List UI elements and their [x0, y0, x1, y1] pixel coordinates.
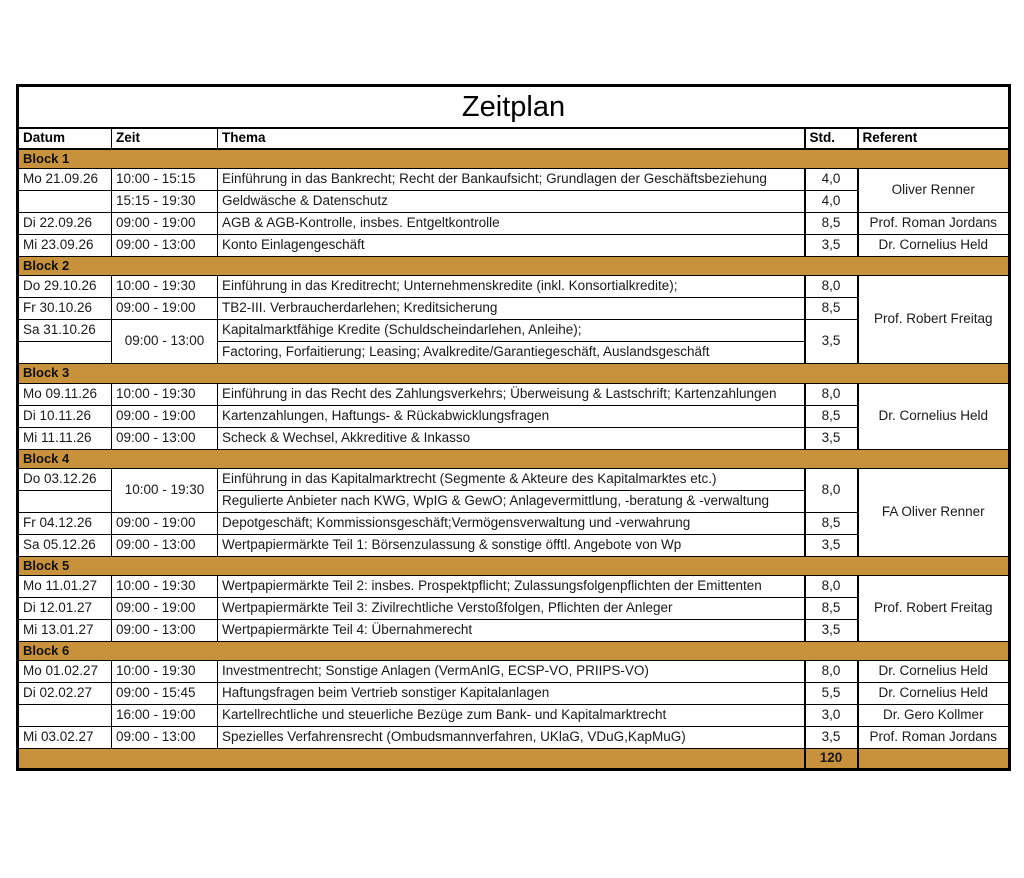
cell-thema: Kartenzahlungen, Haftungs- & Rückabwicklungsfragen: [218, 405, 805, 427]
total-hours: 120: [805, 749, 858, 770]
cell-thema: Kapitalmarktfähige Kredite (Schuldscheindarlehen, Anleihe);: [218, 320, 805, 342]
column-header-zeit: Zeit: [112, 128, 218, 149]
column-header-thema: Thema: [218, 128, 805, 149]
cell-std: 3,5: [805, 320, 858, 364]
cell-zeit: 10:00 - 19:30: [112, 468, 218, 512]
block-label: Block 6: [18, 642, 1010, 661]
cell-thema: Scheck & Wechsel, Akkreditive & Inkasso: [218, 427, 805, 449]
block-header-6: [18, 642, 1010, 661]
column-header-std: Std.: [805, 128, 858, 149]
cell-std: 8,0: [805, 383, 858, 405]
cell-referent: Dr. Cornelius Held: [858, 235, 1010, 257]
block-header-2: [18, 257, 1010, 276]
cell-zeit: 09:00 - 19:00: [112, 512, 218, 534]
cell-datum: Fr 04.12.26: [18, 512, 112, 534]
cell-thema: Investmentrecht; Sonstige Anlagen (VermAnlG, ECSP-VO, PRIIPS-VO): [218, 661, 805, 683]
cell-thema: Konto Einlagengeschäft: [218, 235, 805, 257]
cell-datum: [18, 342, 112, 364]
cell-referent: Prof. Robert Freitag: [858, 576, 1010, 642]
cell-datum: Di 22.09.26: [18, 213, 112, 235]
cell-std: 4,0: [805, 191, 858, 213]
title-row: [18, 86, 1010, 129]
cell-zeit: 09:00 - 19:00: [112, 213, 218, 235]
cell-std: 4,0: [805, 169, 858, 191]
cell-datum: [18, 490, 112, 512]
cell-thema: Einführung in das Kreditrecht; Unternehmenskredite (inkl. Konsortialkredite);: [218, 276, 805, 298]
cell-datum: Mi 13.01.27: [18, 620, 112, 642]
cell-referent: Prof. Roman Jordans: [858, 213, 1010, 235]
cell-datum: Mo 01.02.27: [18, 661, 112, 683]
cell-thema: Geldwäsche & Datenschutz: [218, 191, 805, 213]
block-label: Block 2: [18, 257, 1010, 276]
column-header-datum: Datum: [18, 128, 112, 149]
cell-std: 8,5: [805, 213, 858, 235]
cell-thema: Depotgeschäft; Kommissionsgeschäft;Vermögensverwaltung und -verwahrung: [218, 512, 805, 534]
cell-zeit: 09:00 - 13:00: [112, 727, 218, 749]
block-label: Block 4: [18, 449, 1010, 468]
cell-datum: Mi 23.09.26: [18, 235, 112, 257]
cell-std: 3,0: [805, 705, 858, 727]
cell-std: 8,5: [805, 405, 858, 427]
cell-datum: Mi 11.11.26: [18, 427, 112, 449]
cell-referent: Dr. Gero Kollmer: [858, 705, 1010, 727]
block-header-1: [18, 149, 1010, 169]
cell-zeit: 10:00 - 19:30: [112, 276, 218, 298]
cell-datum: Sa 31.10.26: [18, 320, 112, 342]
block-header-3: [18, 364, 1010, 383]
total-row: [18, 749, 1010, 770]
cell-referent: Dr. Cornelius Held: [858, 683, 1010, 705]
cell-std: 3,5: [805, 620, 858, 642]
cell-zeit: 09:00 - 13:00: [112, 320, 218, 364]
cell-thema: AGB & AGB-Kontrolle, insbes. Entgeltkontrolle: [218, 213, 805, 235]
table-row: [18, 576, 1010, 598]
cell-thema: Spezielles Verfahrensrecht (Ombudsmannverfahren, UKlaG, VDuG,KapMuG): [218, 727, 805, 749]
cell-std: 8,0: [805, 576, 858, 598]
block-header-5: [18, 556, 1010, 575]
zeitplan-table: [16, 84, 1011, 771]
total-filler: [18, 749, 805, 770]
cell-thema: Factoring, Forfaitierung; Leasing; Avalkredite/Garantiegeschäft, Auslandsgeschäft: [218, 342, 805, 364]
column-header-row: [18, 128, 1010, 149]
cell-zeit: 10:00 - 19:30: [112, 383, 218, 405]
table-row: [18, 727, 1010, 749]
table-row: [18, 661, 1010, 683]
cell-zeit: 09:00 - 15:45: [112, 683, 218, 705]
cell-referent: Oliver Renner: [858, 169, 1010, 213]
cell-thema: Einführung in das Kapitalmarktrecht (Segmente & Akteure des Kapitalmarktes etc.): [218, 468, 805, 490]
table-row: [18, 235, 1010, 257]
cell-zeit: 09:00 - 19:00: [112, 598, 218, 620]
cell-thema: Einführung in das Bankrecht; Recht der Bankaufsicht; Grundlagen der Geschäftsbeziehung: [218, 169, 805, 191]
table-row: [18, 468, 1010, 490]
cell-datum: [18, 191, 112, 213]
cell-thema: Wertpapiermärkte Teil 2: insbes. Prospektpflicht; Zulassungsfolgenpflichten der Emittenten: [218, 576, 805, 598]
cell-zeit: 09:00 - 13:00: [112, 534, 218, 556]
cell-zeit: 09:00 - 19:00: [112, 405, 218, 427]
cell-datum: Di 12.01.27: [18, 598, 112, 620]
cell-referent: Dr. Cornelius Held: [858, 383, 1010, 449]
cell-std: 8,5: [805, 598, 858, 620]
cell-zeit: 10:00 - 19:30: [112, 576, 218, 598]
cell-datum: [18, 705, 112, 727]
cell-std: 3,5: [805, 427, 858, 449]
table-row: [18, 169, 1010, 191]
cell-referent: Dr. Cornelius Held: [858, 661, 1010, 683]
cell-std: 8,5: [805, 298, 858, 320]
cell-std: 8,5: [805, 512, 858, 534]
cell-zeit: 10:00 - 15:15: [112, 169, 218, 191]
cell-thema: Kartellrechtliche und steuerliche Bezüge zum Bank- und Kapitalmarktrecht: [218, 705, 805, 727]
cell-thema: Wertpapiermärkte Teil 1: Börsenzulassung & sonstige öfftl. Angebote von Wp: [218, 534, 805, 556]
table-row: [18, 383, 1010, 405]
page-title: Zeitplan: [18, 86, 1010, 129]
total-referent-filler: [858, 749, 1010, 770]
cell-referent: Prof. Roman Jordans: [858, 727, 1010, 749]
cell-datum: Fr 30.10.26: [18, 298, 112, 320]
cell-thema: Einführung in das Recht des Zahlungsverkehrs; Überweisung & Lastschrift; Kartenzahlungen: [218, 383, 805, 405]
cell-thema: Regulierte Anbieter nach KWG, WpIG & GewO; Anlagevermittlung, -beratung & -verwaltung: [218, 490, 805, 512]
cell-datum: Mi 03.02.27: [18, 727, 112, 749]
cell-std: 8,0: [805, 276, 858, 298]
cell-thema: Haftungsfragen beim Vertrieb sonstiger Kapitalanlagen: [218, 683, 805, 705]
block-label: Block 3: [18, 364, 1010, 383]
cell-std: 3,5: [805, 727, 858, 749]
schedule-sheet: [16, 84, 1008, 771]
cell-std: 3,5: [805, 235, 858, 257]
cell-datum: Mo 11.01.27: [18, 576, 112, 598]
cell-datum: Mo 09.11.26: [18, 383, 112, 405]
cell-zeit: 15:15 - 19:30: [112, 191, 218, 213]
cell-datum: Mo 21.09.26: [18, 169, 112, 191]
column-header-referent: Referent: [858, 128, 1010, 149]
cell-zeit: 16:00 - 19:00: [112, 705, 218, 727]
cell-datum: Do 29.10.26: [18, 276, 112, 298]
cell-thema: Wertpapiermärkte Teil 4: Übernahmerecht: [218, 620, 805, 642]
block-label: Block 1: [18, 149, 1010, 169]
cell-std: 8,0: [805, 661, 858, 683]
cell-zeit: 09:00 - 13:00: [112, 620, 218, 642]
table-row: [18, 683, 1010, 705]
cell-std: 8,0: [805, 468, 858, 512]
cell-zeit: 09:00 - 13:00: [112, 427, 218, 449]
cell-zeit: 10:00 - 19:30: [112, 661, 218, 683]
cell-datum: Do 03.12.26: [18, 468, 112, 490]
cell-zeit: 09:00 - 13:00: [112, 235, 218, 257]
block-header-4: [18, 449, 1010, 468]
table-row: [18, 213, 1010, 235]
block-label: Block 5: [18, 556, 1010, 575]
cell-referent: Prof. Robert Freitag: [858, 276, 1010, 364]
cell-thema: Wertpapiermärkte Teil 3: Zivilrechtliche Verstoßfolgen, Pflichten der Anleger: [218, 598, 805, 620]
cell-thema: TB2-III. Verbraucherdarlehen; Kreditsicherung: [218, 298, 805, 320]
table-row: [18, 705, 1010, 727]
cell-zeit: 09:00 - 19:00: [112, 298, 218, 320]
cell-datum: Sa 05.12.26: [18, 534, 112, 556]
cell-datum: Di 10.11.26: [18, 405, 112, 427]
table-row: [18, 276, 1010, 298]
cell-datum: Di 02.02.27: [18, 683, 112, 705]
cell-std: 3,5: [805, 534, 858, 556]
cell-std: 5,5: [805, 683, 858, 705]
cell-referent: FA Oliver Renner: [858, 468, 1010, 556]
